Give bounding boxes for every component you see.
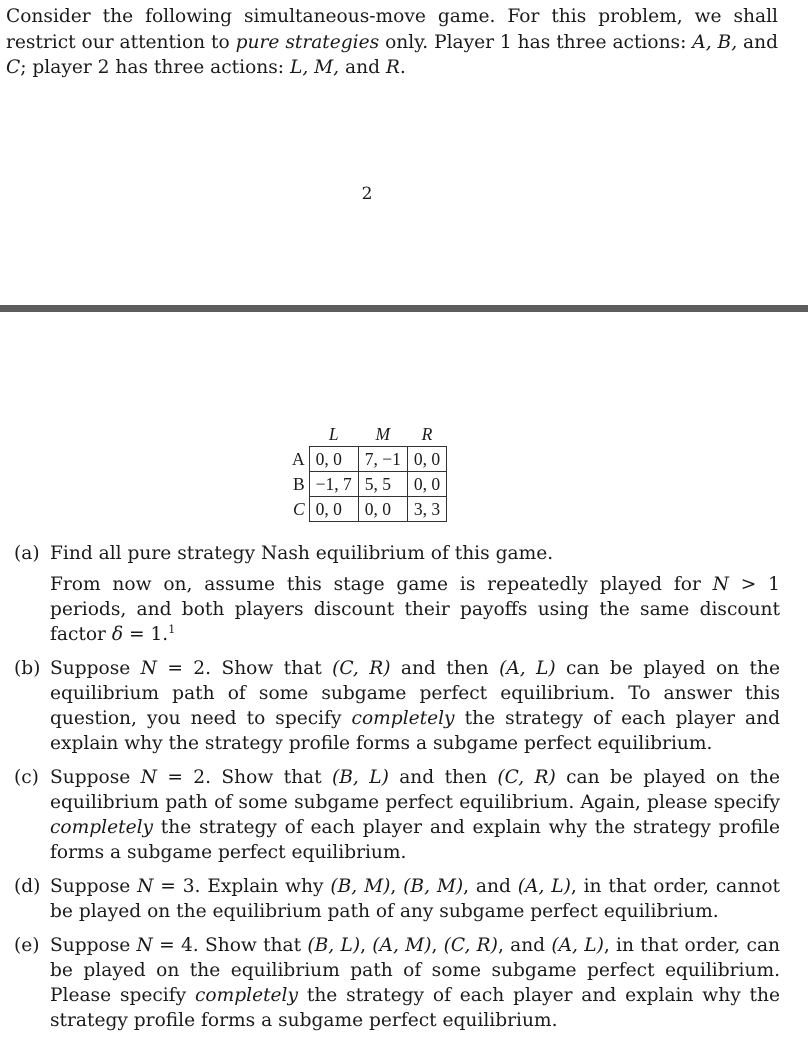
question-b bbox=[14, 656, 780, 756]
question-text: = 4. Show that bbox=[152, 935, 308, 956]
matrix-row-header: B bbox=[292, 474, 305, 494]
problem-intro bbox=[6, 4, 778, 81]
matrix-corner bbox=[286, 422, 309, 447]
question-text: , in that order, can be played on the equilibrium path of some subgame perfect equilibrium. Please specify bbox=[50, 935, 781, 1006]
matrix-header-row bbox=[286, 422, 447, 447]
intro-text: . bbox=[399, 57, 406, 78]
matrix-cell: 3, 3 bbox=[407, 497, 446, 522]
matrix-cell: 0, 0 bbox=[309, 497, 358, 522]
matrix-col-header: M bbox=[375, 424, 391, 444]
question-math: (A, M) bbox=[372, 935, 432, 956]
question-label: (e) bbox=[14, 935, 40, 956]
intro-emphasis: pure strategies bbox=[235, 31, 380, 53]
intro-math: L, M, bbox=[289, 57, 340, 78]
matrix-row bbox=[286, 447, 447, 472]
intro-text: and bbox=[737, 31, 779, 53]
matrix-row bbox=[286, 497, 447, 522]
question-text: and then bbox=[390, 658, 500, 679]
matrix-row-header: C bbox=[292, 499, 305, 519]
assumption-math: N bbox=[712, 574, 729, 595]
question-math: (A, L) bbox=[551, 935, 604, 956]
assumption-text: > 1 periods, and both players discount their payoffs using the same discount factor bbox=[50, 574, 781, 645]
matrix-cell: −1, 7 bbox=[309, 472, 358, 497]
question-text: can be played on the equilibrium path of some subgame perfect equilibrium. To answer this question, you need to specify bbox=[50, 658, 780, 729]
question-c bbox=[14, 765, 780, 865]
intro-math: A, B, bbox=[692, 31, 738, 53]
question-text: = 3. Explain why bbox=[153, 876, 331, 897]
question-math: N bbox=[140, 658, 157, 679]
question-d bbox=[14, 874, 780, 924]
question-a bbox=[14, 541, 780, 566]
question-emphasis: completely bbox=[194, 985, 299, 1006]
question-math: (C, R) bbox=[443, 935, 498, 956]
intro-math: C bbox=[6, 57, 21, 78]
question-math: (B, M) bbox=[330, 876, 391, 897]
question-text: , bbox=[390, 876, 404, 897]
assumption-math: δ bbox=[111, 624, 124, 645]
matrix-cell: 0, 0 bbox=[309, 447, 358, 472]
matrix-cell: 7, −1 bbox=[358, 447, 407, 472]
question-math: (C, R) bbox=[497, 767, 556, 788]
question-emphasis: completely bbox=[50, 817, 154, 838]
question-text: Find all pure strategy Nash equilibrium of this game. bbox=[50, 543, 554, 564]
question-math: N bbox=[136, 935, 153, 956]
question-text: can be played on the equilibrium path of some subgame perfect equilibrium. Again, please specify bbox=[50, 767, 781, 813]
matrix-row bbox=[286, 472, 447, 497]
matrix-cell: 0, 0 bbox=[358, 497, 407, 522]
question-label: (d) bbox=[14, 876, 41, 897]
question-math: N bbox=[137, 876, 154, 897]
assumption-text: From now on, assume this stage game is repeatedly played for bbox=[50, 574, 713, 595]
question-text: , in that order, cannot be played on the equilibrium path of any subgame perfect equilibrium. bbox=[50, 876, 780, 922]
question-text: = 2. Show that bbox=[156, 767, 333, 788]
question-math: (B, L) bbox=[307, 935, 361, 956]
question-text: Suppose bbox=[50, 767, 141, 788]
matrix-col-header: R bbox=[421, 424, 433, 444]
question-label: (b) bbox=[14, 658, 41, 679]
question-text: and then bbox=[388, 767, 498, 788]
question-text: Suppose bbox=[50, 935, 137, 956]
question-text: , bbox=[360, 935, 373, 956]
payoff-matrix bbox=[286, 422, 447, 522]
question-emphasis: completely bbox=[351, 708, 455, 729]
assumption-paragraph bbox=[14, 572, 780, 647]
question-text: , bbox=[431, 935, 444, 956]
question-text: Suppose bbox=[50, 876, 138, 897]
question-math: N bbox=[140, 767, 157, 788]
question-list bbox=[14, 541, 780, 1042]
page-break-divider bbox=[0, 305, 808, 312]
question-math: (A, L) bbox=[517, 876, 571, 897]
question-math: (A, L) bbox=[499, 658, 556, 679]
assumption-text: = 1. bbox=[123, 624, 169, 645]
matrix-col-header: L bbox=[328, 424, 339, 444]
intro-text: Consider the following simultaneous-move game. For this problem, we shall restrict our attention to bbox=[6, 6, 778, 53]
question-text: the strategy of each player and explain why the strategy profile forms a subgame perfect equilibrium. bbox=[50, 817, 780, 863]
matrix-cell: 5, 5 bbox=[358, 472, 407, 497]
question-math: (B, L) bbox=[332, 767, 389, 788]
question-text: , and bbox=[497, 935, 552, 956]
question-label: (c) bbox=[14, 767, 39, 788]
intro-text: ; player 2 has three actions: bbox=[20, 57, 290, 78]
intro-text: and bbox=[339, 57, 386, 78]
matrix-row-header: A bbox=[292, 449, 305, 469]
page-number: 2 bbox=[361, 184, 373, 204]
footnote-marker: 1 bbox=[168, 622, 176, 636]
question-math: (C, R) bbox=[332, 658, 391, 679]
question-math: (B, M) bbox=[403, 876, 464, 897]
question-e bbox=[14, 933, 780, 1033]
question-text: the strategy of each player and explain why the strategy profile forms a subgame perfect equilibrium. bbox=[50, 708, 780, 754]
question-label: (a) bbox=[14, 543, 40, 564]
question-text: Suppose bbox=[50, 658, 141, 679]
question-text: , and bbox=[463, 876, 518, 897]
intro-text: only. Player 1 has three actions: bbox=[379, 31, 693, 53]
intro-math: R bbox=[385, 57, 400, 78]
matrix-cell: 0, 0 bbox=[407, 472, 446, 497]
question-text: = 2. Show that bbox=[156, 658, 333, 679]
question-text: the strategy of each player and explain why the strategy profile forms a subgame perfect equilibrium. bbox=[50, 985, 780, 1031]
matrix-cell: 0, 0 bbox=[407, 447, 446, 472]
